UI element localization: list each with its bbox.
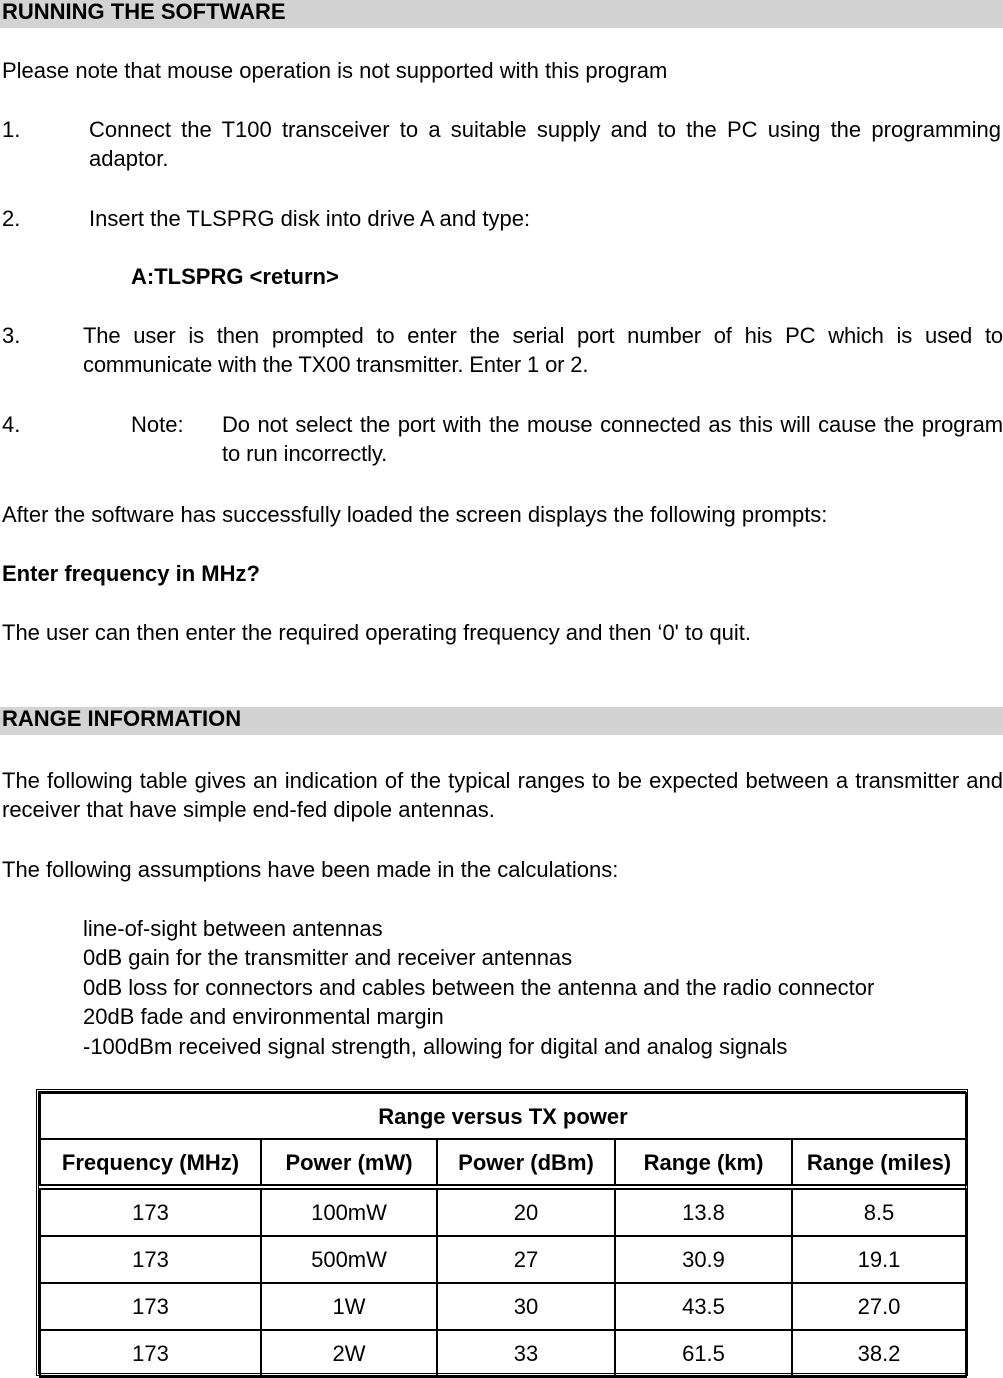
table-cell: 173 [40,1187,261,1236]
quit-instructions: The user can then enter the required operating frequency and then ‘0' to quit. [2,620,752,645]
table-cell: 2W [261,1330,437,1377]
table-cell: 30 [437,1283,615,1330]
assumption-item: 0dB loss for connectors and cables between the antenna and the radio connector [83,975,875,1000]
table-cell: 30.9 [615,1236,792,1283]
table-cell: 1W [261,1283,437,1330]
section-heading-range: RANGE INFORMATION [2,706,242,731]
table-title: Range versus TX power [40,1093,966,1139]
assumption-item: line-of-sight between antennas [83,916,383,941]
table-cell: 38.2 [792,1330,966,1377]
step-number: 1. [2,117,21,142]
table-cell: 27 [437,1236,615,1283]
table-cell: 13.8 [615,1187,792,1236]
step-number: 4. [2,412,21,437]
assumptions-intro: The following assumptions have been made in the calculations: [2,857,619,882]
table-cell: 500mW [261,1236,437,1283]
table-cell: 20 [437,1187,615,1236]
table-cell: 173 [40,1236,261,1283]
column-header: Range (miles) [792,1139,966,1187]
step-text: Connect the T100 transceiver to a suitable supply and to the PC using the programming adaptor. [89,117,1001,171]
step-text: Do not select the port with the mouse connected as this will cause the program to run incorrectly. [222,412,1003,466]
table-cell: 8.5 [792,1187,966,1236]
after-load-text: After the software has successfully loaded the screen displays the following prompts: [2,502,828,527]
command-text: A:TLSPRG <return> [131,264,339,289]
range-table [39,1092,967,1378]
mouse-note: Please note that mouse operation is not supported with this program [2,58,668,83]
table-cell: 33 [437,1330,615,1377]
table-row [40,1330,966,1377]
table-cell: 100mW [261,1187,437,1236]
column-header: Frequency (MHz) [40,1139,261,1187]
table-row [40,1187,966,1236]
column-header: Power (mW) [261,1139,437,1187]
column-header: Power (dBm) [437,1139,615,1187]
section-heading-band [0,707,1003,735]
assumption-item: -100dBm received signal strength, allowing for digital and analog signals [83,1034,788,1059]
section-heading-band [0,0,1003,28]
step-number: 3. [2,323,21,348]
table-cell: 173 [40,1330,261,1377]
step-number: 2. [2,206,21,231]
table-cell: 27.0 [792,1283,966,1330]
assumption-item: 20dB fade and environmental margin [83,1004,444,1029]
table-row [40,1236,966,1283]
range-intro: The following table gives an indication of the typical ranges to be expected between a transmitter and receiver that have simple end-fed dipole antennas. [2,768,1003,822]
section-heading-running: RUNNING THE SOFTWARE [2,0,286,24]
note-label: Note: [131,412,184,437]
column-header: Range (km) [615,1139,792,1187]
step-text: Insert the TLSPRG disk into drive A and type: [89,206,531,231]
step-text: The user is then prompted to enter the serial port number of his PC which is used to communicate with the TX00 transmitter. Enter 1 or 2. [83,323,1003,377]
table-cell: 61.5 [615,1330,792,1377]
assumption-item: 0dB gain for the transmitter and receiver antennas [83,945,573,970]
table-row [40,1283,966,1330]
table-cell: 173 [40,1283,261,1330]
prompt-text: Enter frequency in MHz? [2,561,260,586]
table-cell: 19.1 [792,1236,966,1283]
table-cell: 43.5 [615,1283,792,1330]
